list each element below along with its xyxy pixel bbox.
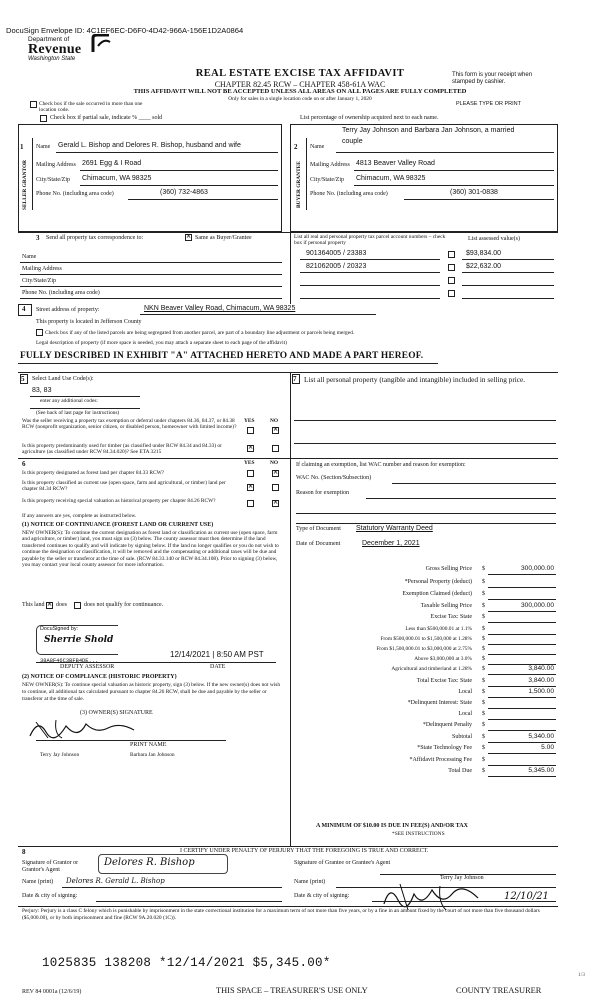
print-note: PLEASE TYPE OR PRINT [456, 101, 522, 107]
buyer-mailing-label: Mailing Address [310, 162, 350, 168]
wac-label: WAC No. (Section/Subsection) [296, 475, 372, 481]
treasurer-space-label: THIS SPACE – TREASURER'S USE ONLY [216, 986, 368, 995]
tax-row-label: Local [458, 711, 472, 717]
tax-row-label: Total Due [448, 768, 472, 774]
additional-codes-label: enter any additional codes: [40, 398, 98, 404]
section-2-number: 2 [294, 143, 298, 151]
s3-mailing-label: Mailing Address [22, 266, 62, 272]
buyer-name-line1[interactable]: Terry Jay Johnson and Barbara Jan Johnson, a married [342, 127, 515, 134]
tax-row-value[interactable]: 5,340.00 [528, 733, 554, 740]
form-subtitle: CHAPTER 82.45 RCW – CHAPTER 458-61A WAC [214, 80, 386, 89]
grantor-name-label: Name (print) [22, 879, 54, 885]
see-back-note: (See back of last page for instructions) [36, 410, 120, 416]
tax-row-label: *State Technology Fee [417, 745, 472, 751]
seller-city-label: City/State/Zip [36, 177, 70, 183]
historic-title: (2) NOTICE OF COMPLIANCE (HISTORIC PROPERTY) [22, 674, 177, 680]
s5-q1-no-checkbox[interactable] [272, 427, 279, 434]
tax-row-dollar: $ [482, 768, 485, 774]
form-revision: REV 84 0001a (12/6/19) [22, 989, 82, 995]
grantor-signature[interactable]: Delores R. Bishop [104, 857, 195, 868]
tax-row-value[interactable]: 5,345.00 [528, 767, 554, 774]
section-5-number: 5 [21, 375, 25, 383]
same-as-buyer-checkbox[interactable] [185, 234, 192, 241]
tax-row-label: Gross Selling Price [425, 566, 472, 572]
section-6-number: 6 [22, 460, 26, 468]
print-name-2: Barbara Jan Johnson [130, 752, 175, 758]
historic-body: NEW OWNER(S): To continue special valuation as historic property, sign (3) below. If the new owner(s) does not wish to continue, all additional tax calculated pursuant to chapter 84.26 RCW, shall be due and payable by the seller or transferor at the time of sale. [22, 682, 281, 702]
parcel-personal-checkbox[interactable] [448, 251, 455, 258]
seller-name[interactable]: Gerald L. Bishop and Delores R. Bishop, husband and wife [58, 142, 241, 149]
county-note: This property is located in Jefferson County [36, 319, 142, 325]
does-not-qualify-checkbox[interactable] [74, 602, 81, 609]
deputy-date-label: DATE [210, 664, 226, 670]
legal-description[interactable]: FULLY DESCRIBED IN EXHIBIT "A" ATTACHED HERETO AND MADE A PART HEREOF. [20, 351, 424, 361]
tax-row-label: *Personal Property (deduct) [404, 579, 472, 585]
seller-phone-label: Phone No. (including area code) [36, 191, 114, 197]
personal-property-label: List all personal property (tangible and intangible) included in selling price. [304, 375, 526, 384]
page-mark: 1/3 [578, 972, 585, 978]
does-qualify-checkbox[interactable] [46, 602, 53, 609]
buyer-name-line2[interactable]: couple [342, 138, 363, 145]
agency-name: Revenue [28, 42, 82, 58]
s6-q2-no-checkbox[interactable] [272, 484, 279, 491]
tax-row-label: Exemption Claimed (deduct) [402, 591, 472, 597]
perjury-notice: Perjury: Perjury is a class C felony which is punishable by imprisonment in the state correctional institution for a maximum term of not more than five years, or by a fine in an amount fixed by the court of not more than five thousand dollars ($5,000.00), or by both imprisonment and fine (RCW 9A.20.020 (1C)). [22, 908, 540, 922]
grantee-date-label: Date & city of signing: [294, 893, 350, 899]
print-name-1: Terry Jay Johnson [40, 752, 80, 758]
docusigned-label: DocuSigned by: [40, 626, 79, 632]
exemption-reason-label: Reason for exemption [296, 490, 349, 496]
tax-row-dollar: $ [482, 757, 485, 763]
tax-row-label: From $1,500,000.01 to $3,000,000 at 2.75% [376, 646, 472, 652]
section-8-number: 8 [22, 848, 26, 856]
s5-question-2: Is this property predominantly used for timber (as classified under RCW 84.34 and 84.33) or agriculture (as classified under RCW 84.34.020)? See ETA 3215 [22, 443, 222, 456]
tax-row-label: From $500,000.01 to $1,500,000 at 1.28% [380, 636, 472, 642]
tax-row-label: *Delinquent Interest: State [407, 700, 472, 706]
seller-name-label: Name [36, 144, 51, 150]
s5-question-1: Was the seller receiving a property tax exemption or deferral under chapters 84.36, 84.37, or 84.38 RCW (nonprofit organization, senior citizen, or disabled person, homeowner with limited income)? [22, 418, 237, 431]
doc-date-label: Date of Document [296, 541, 341, 547]
section-1-number: 1 [20, 143, 24, 151]
agency-line1: Department of [28, 36, 70, 43]
tax-row-dollar: $ [482, 722, 485, 728]
tax-row-label: Subtotal [451, 734, 472, 740]
tax-row-dollar: $ [482, 603, 485, 609]
buyer-side-label: BUYER GRANTEE [296, 161, 302, 209]
tax-row-dollar: $ [482, 678, 485, 684]
tax-row-label: Agricultural and timberland at 1.28% [391, 666, 472, 672]
s6-q1-yes-checkbox[interactable] [247, 470, 254, 477]
tax-row-label: Local [458, 689, 472, 695]
tax-row-label: *Delinquent Penalty [422, 722, 472, 728]
land-use-label: Select Land Use Code(s): [32, 376, 94, 382]
grantor-date-label: Date & city of signing: [22, 893, 78, 899]
parcel-value[interactable]: $93,834.00 [466, 250, 502, 257]
treasurer-stamp: 1025835 138208 *12/14/2021 $5,345.00* [42, 956, 331, 970]
tax-row-dollar: $ [482, 656, 485, 662]
owner-signature-label: (3) OWNER(S) SIGNATURE [80, 710, 153, 716]
legal-note: Legal description of property (if more space is needed, you may attach a separate sheet to each page of the affidavit) [36, 340, 287, 346]
single-parcel-note: Only for sales in a single location code on or after January 1, 2020 [228, 96, 372, 102]
tax-row-dollar: $ [482, 700, 485, 706]
buyer-phone[interactable]: (360) 301-0838 [450, 189, 498, 196]
s6-instruction: If any answers are yes, complete as instructed below. [22, 513, 137, 519]
tax-row-value[interactable]: 1,500.00 [528, 688, 554, 695]
seller-mailing-label: Mailing Address [36, 162, 76, 168]
s3-name-label: Name [22, 254, 37, 260]
does-label: does [56, 602, 67, 608]
tax-row-value[interactable]: 300,000.00 [520, 565, 554, 572]
doc-date[interactable]: December 1, 2021 [362, 540, 420, 547]
tax-row-value[interactable]: 3,840.00 [528, 677, 554, 684]
parcels-header: List all real and personal property tax parcel account numbers – check box if personal property [294, 234, 446, 247]
street-address-label: Street address of property: [36, 307, 100, 313]
form-warning: THIS AFFIDAVIT WILL NOT BE ACCEPTED UNLESS ALL AREAS ON ALL PAGES ARE FULLY COMPLETED [133, 88, 467, 95]
s3-city-label: City/State/Zip [22, 278, 56, 284]
exemption-label: If claiming an exemption, list WAC number and reason for exemption: [296, 462, 466, 468]
s6-q2-yes-checkbox[interactable] [247, 484, 254, 491]
tax-row-value[interactable]: 5.00 [541, 744, 554, 751]
tax-row-value[interactable]: 300,000.00 [520, 602, 554, 609]
ownership-note: List percentage of ownership acquired next to each name. [300, 115, 439, 121]
section-4-number: 4 [22, 305, 26, 313]
tax-row-label: Total Excise Tax: State [416, 678, 472, 684]
s5-q1-yes-checkbox[interactable] [247, 427, 254, 434]
street-address[interactable]: NKN Beaver Valley Road, Chimacum, WA 98325 [144, 305, 296, 312]
agency-logo [28, 36, 118, 63]
certify-statement: I CERTIFY UNDER PENALTY OF PERJURY THAT THE FOREGOING IS TRUE AND CORRECT. [180, 848, 429, 854]
partial-sale-label: Check box if partial sale, indicate % ____ sold [50, 115, 163, 121]
buyer-mailing[interactable]: 4813 Beaver Valley Road [356, 160, 435, 167]
section-3-number: 3 [36, 234, 40, 242]
tax-row-dollar: $ [482, 626, 485, 632]
form-title: REAL ESTATE EXCISE TAX AFFIDAVIT [195, 68, 405, 79]
parcel-value[interactable]: $22,632.00 [466, 263, 502, 270]
tax-row-dollar: $ [482, 666, 485, 672]
deputy-assessor-label: DEPUTY ASSESSOR [60, 664, 115, 670]
parcel-personal-checkbox[interactable] [448, 264, 455, 271]
s6-yes-header: YES [244, 460, 255, 466]
land-use-code[interactable]: 83, 83 [32, 387, 52, 394]
seller-city[interactable]: Chimacum, WA 98325 [82, 175, 152, 182]
tax-row-dollar: $ [482, 689, 485, 695]
agency-line3: Washington State [28, 56, 76, 63]
continuance-title: (1) NOTICE OF CONTINUANCE (FOREST LAND OR CURRENT USE) [22, 522, 214, 528]
county-treasurer-label: COUNTY TREASURER [456, 986, 542, 995]
seller-phone[interactable]: (360) 732-4863 [160, 189, 208, 196]
tax-row-dollar: $ [482, 745, 485, 751]
tax-row-label: Taxable Selling Price [420, 603, 472, 609]
grantee-name[interactable]: Terry Jay Johnson [440, 875, 484, 881]
receipt-note: This form is your receipt when stamped by cashier. [452, 72, 533, 85]
assessor-sign-date: 12/14/2021 | 8:50 AM PST [170, 650, 264, 659]
same-as-buyer-label: Same as Buyer/Grantee [195, 235, 252, 241]
segregated-checkbox[interactable] [36, 329, 43, 336]
tax-row-label: Above $3,000,000 at 3.0% [414, 656, 472, 662]
continuance-body: NEW OWNER(S): To continue the current designation as forest land or classification as current use (open space, farm and agriculture, or timber) land, you must sign on (3) below. The county assessor must then determine if the land transferred continues to qualify and will indicate by signing below. If the land no longer qualifies or you do not wish to continue the designation or classification, it will be removed and the compensating or additional taxes will be due and payable by the seller or transferor at the time of sale. (RCW 84.33.140 or RCW 84.34.108). Prior to signing (3) below, you may contact your local county assessor for more information. [22, 530, 279, 569]
buyer-city-label: City/State/Zip [310, 177, 344, 183]
see-instructions: *SEE INSTRUCTIONS [392, 831, 445, 837]
s3-phone-label: Phone No. (including area code) [22, 290, 100, 296]
parcel-number[interactable]: 821062005 / 20323 [306, 263, 367, 270]
tax-row-dollar: $ [482, 591, 485, 597]
tax-row-dollar: $ [482, 579, 485, 585]
parcel-number[interactable]: 901364005 / 23383 [306, 250, 367, 257]
envelope-id: DocuSign Envelope ID: 4C1EF6EC-D6F0-4D42-966A-156E1D2A0864 [6, 26, 244, 35]
grantee-date[interactable]: 12/10/21 [504, 891, 549, 902]
s5-no-header: NO [270, 418, 279, 424]
s6-question-1: Is this property designated as forest land per chapter 84.33 RCW? [22, 470, 165, 476]
assessor-signature[interactable]: Sherrie Shold [44, 635, 114, 645]
multi-location-checkbox[interactable] [30, 101, 37, 108]
s6-question-2: Is this property classified as current use (open space, farm and agricultural, or timber) land per chapter 84.34 RCW? [22, 480, 226, 493]
s6-q3-no-checkbox[interactable] [272, 500, 279, 507]
tax-row-label: Excise Tax: State [430, 614, 472, 620]
s6-q1-no-checkbox[interactable] [272, 470, 279, 477]
doc-type-label: Type of Document [296, 526, 341, 532]
tax-row-label: *Affidavit Processing Fee [409, 757, 472, 763]
buyer-name-label: Name [310, 144, 325, 150]
tax-row-dollar: $ [482, 566, 485, 572]
tax-row-dollar: $ [482, 614, 485, 620]
tax-row-label: Less than $500,000.01 at 1.1% [405, 626, 472, 632]
grantee-name-label: Name (print) [294, 879, 326, 885]
s5-q2-yes-checkbox[interactable] [247, 445, 254, 452]
s5-q2-no-checkbox[interactable] [272, 445, 279, 452]
tax-row-dollar: $ [482, 711, 485, 717]
does-not-label: does not qualify for continuance. [84, 602, 164, 608]
grantor-name[interactable]: Delores R. Gerald L. Bishop [66, 877, 165, 885]
s6-no-header: NO [270, 460, 279, 466]
assessor-sig-id: 38A8F46C3BFB4DE... [40, 658, 99, 664]
minimum-note: A MINIMUM OF $10.00 IS DUE IN FEE(S) AND/OR TAX [316, 823, 468, 829]
s6-question-3: Is this property receiving special valuation as historical property per chapter 84.26 RCW? [22, 498, 216, 504]
partial-sale-checkbox[interactable] [40, 115, 47, 122]
buyer-phone-label: Phone No. (including area code) [310, 191, 388, 197]
tax-row-dollar: $ [482, 646, 485, 652]
buyer-city[interactable]: Chimacum, WA 98325 [356, 175, 426, 182]
agency-swoosh-icon [90, 34, 112, 54]
tax-row-dollar: $ [482, 734, 485, 740]
multi-location-label: Check box if the sale occurred in more than one location code. [39, 101, 143, 114]
tax-row-dollar: $ [482, 636, 485, 642]
seller-side-label: SELLER GRANTOR [22, 159, 28, 211]
parcel-personal-checkbox[interactable] [448, 290, 455, 297]
s5-yes-header: YES [244, 418, 255, 424]
s6-q3-yes-checkbox[interactable] [247, 500, 254, 507]
grantor-sig-label: Signature of Grantor or Grantor's Agent [22, 860, 79, 873]
grantee-sig-label: Signature of Grantee or Grantee's Agent [294, 860, 391, 866]
parcel-personal-checkbox[interactable] [448, 277, 455, 284]
section-3-label: Send all property tax correspondence to: [46, 235, 144, 241]
section-7-number: 7 [293, 375, 297, 383]
doc-type[interactable]: Statutory Warranty Deed [356, 525, 433, 532]
tax-row-value[interactable]: 3,840.00 [528, 665, 554, 672]
owner-signature-scribble [26, 716, 146, 742]
segregated-note: Check box if any of the listed parcels are being segregated from another parcel, are part of a boundary line adjustment or parcels being merged. [45, 330, 355, 336]
parcels-value-header: List assessed value(s) [468, 236, 520, 242]
print-name-label: PRINT NAME [130, 742, 167, 748]
qualify-label: This land [22, 602, 45, 608]
seller-mailing[interactable]: 2691 Egg & I Road [82, 160, 142, 167]
